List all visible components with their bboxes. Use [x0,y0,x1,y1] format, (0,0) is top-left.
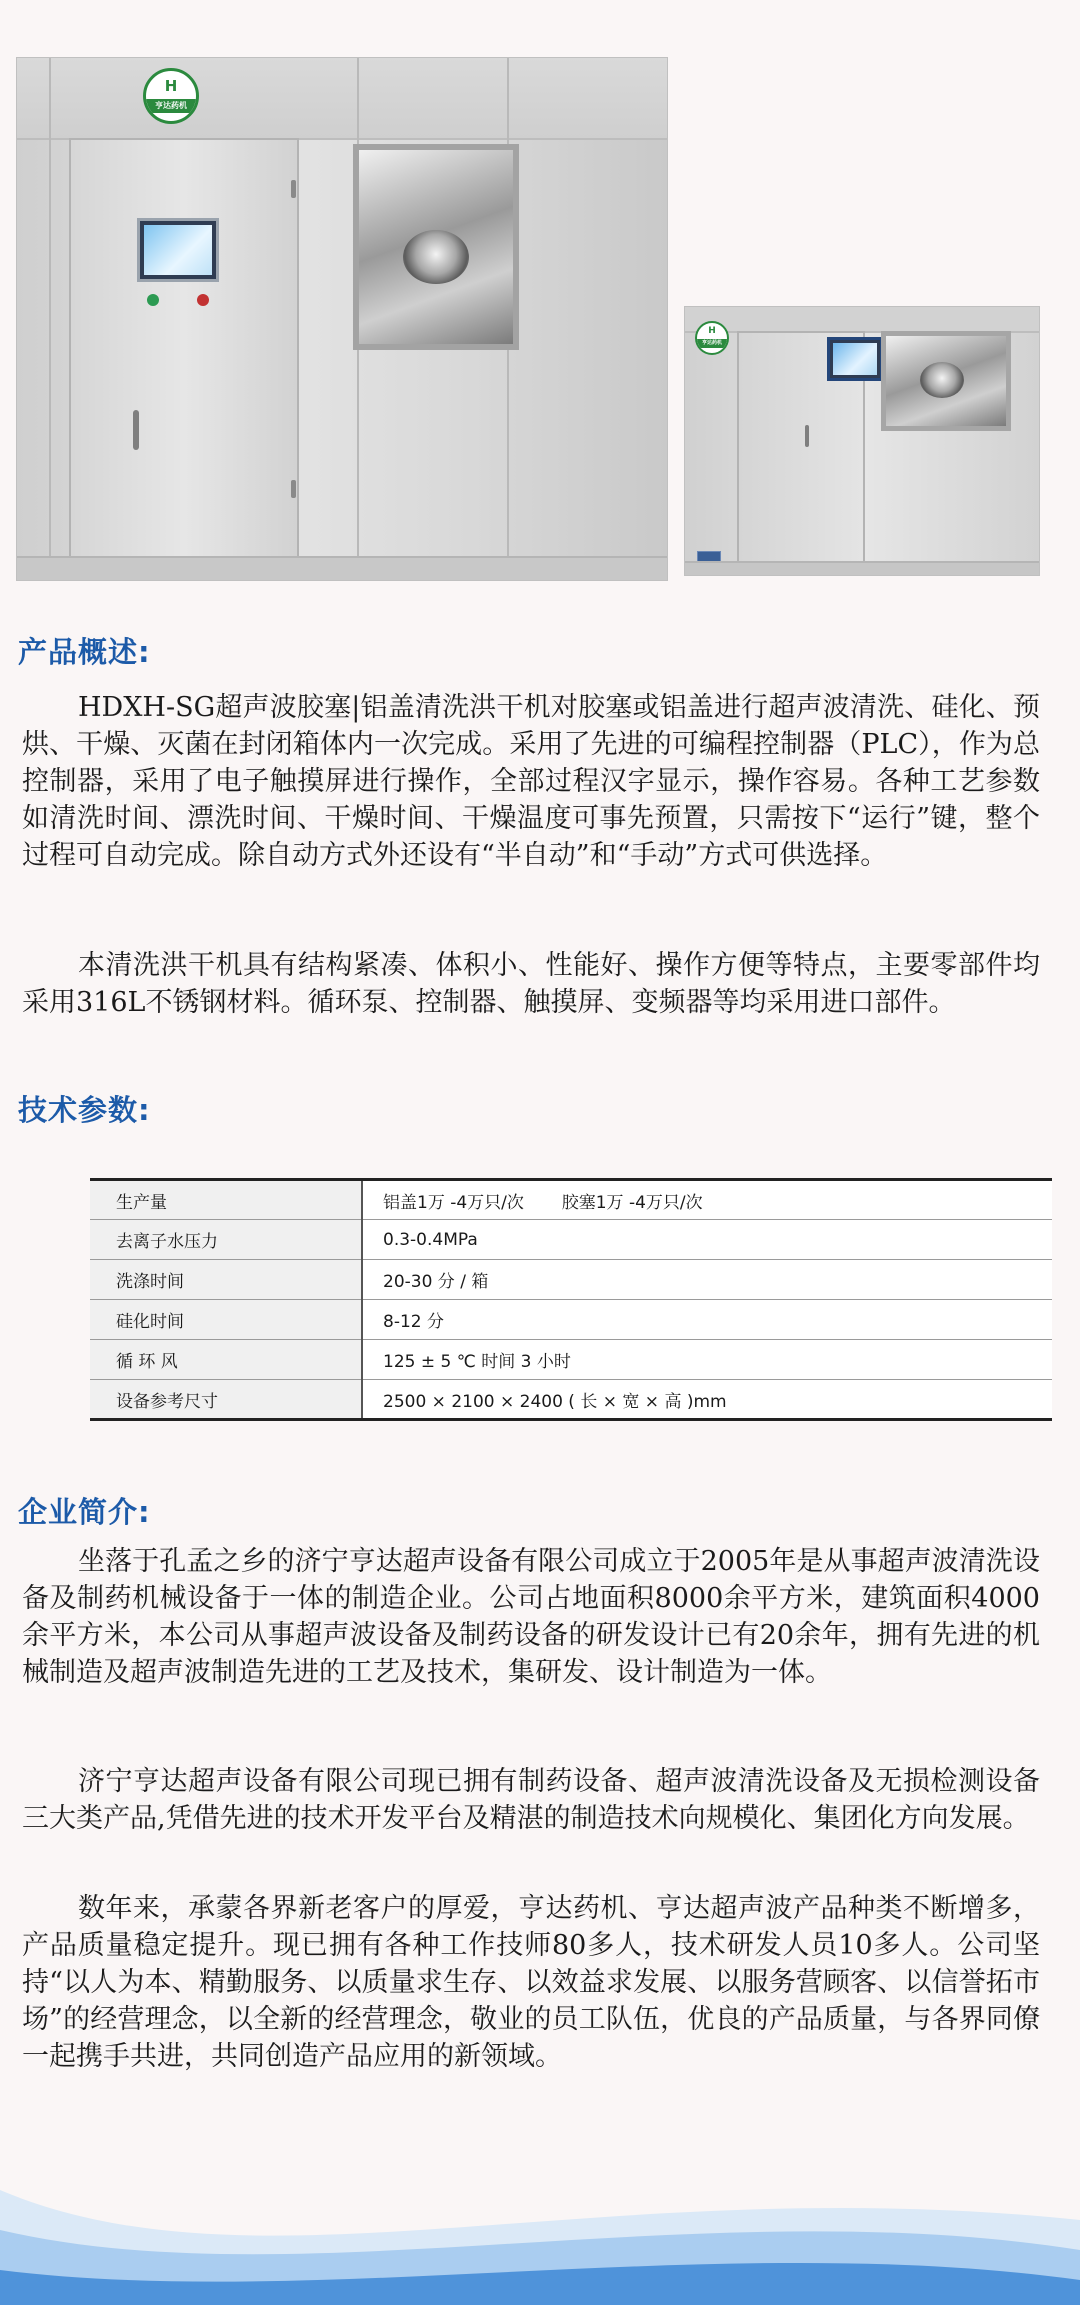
table-row [90,1260,1052,1300]
start-button-icon [147,294,159,306]
machine-top-band [17,58,667,140]
spec-key: 生产量 [90,1180,362,1220]
hinge-icon [291,180,296,198]
spec-key: 去离子水压力 [90,1220,362,1260]
machine-door [69,138,299,558]
spec-key: 循 环 风 [90,1340,362,1380]
drum-icon [403,230,469,284]
spec-key: 硅化时间 [90,1300,362,1340]
stop-button-icon [197,294,209,306]
overview-heading: 产品概述: [18,635,151,669]
spec-value: 铝盖1万 -4万只/次 胶塞1万 -4万只/次 [362,1180,1052,1220]
table-row [90,1380,1052,1420]
company-paragraph: 济宁亨达超声设备有限公司现已拥有制药设备、超声波清洗设备及无损检测设备三大类产品,凭借先进的技术开发平台及精湛的制造技术向规模化、集团化方向发展。 [22,1766,1040,1834]
machine-top-band [685,307,1039,333]
table-row [90,1340,1052,1380]
overview-paragraph: 本清洗洪干机具有结构紧凑、体积小、性能好、操作方便等特点，主要零部件均采用316L不锈钢材料。循环泵、控制器、触摸屏、变频器等均采用进口部件。 [22,950,1040,1018]
spec-value: 20-30 分 / 箱 [362,1260,1052,1300]
spec-value: 8-12 分 [362,1300,1052,1340]
spec-table [90,1178,1052,1421]
product-photo-small [684,306,1040,576]
product-photo-large [16,57,668,581]
hinge-icon [291,480,296,498]
spec-key: 设备参考尺寸 [90,1380,362,1420]
table-row [90,1180,1052,1220]
spec-key: 洗涤时间 [90,1260,362,1300]
spec-value: 2500 × 2100 × 2400 ( 长 × 宽 × 高 )mm [362,1380,1052,1420]
touch-screen [827,337,883,381]
spec-value: 0.3-0.4MPa [362,1220,1052,1260]
door-handle [805,425,809,447]
spec-value: 125 ± 5 ℃ 时间 3 小时 [362,1340,1052,1380]
table-row [90,1300,1052,1340]
decorative-wave [0,2150,1080,2305]
overview-paragraph: HDXH-SG超声波胶塞|铝盖清洗洪干机对胶塞或铝盖进行超声波清洗、硅化、预烘、干燥、灭菌在封闭箱体内一次完成。采用了先进的可编程控制器（PLC），作为总控制器，采用了电子触摸屏进行操作，全部过程汉字显示，操作容易。各种工艺参数如清洗时间、漂洗时间、干燥时间、干燥温度可事先预置，只需按下“运行”键，整个过程可自动完成。除自动方式外还设有“半自动”和“手动”方式可供选择。 [22,692,1040,871]
viewing-window [353,144,519,350]
company-heading: 企业简介: [18,1495,151,1529]
drum-icon [920,362,964,398]
viewing-window [881,331,1011,431]
panel-seam [49,58,51,580]
machine-base [17,556,667,580]
company-paragraph: 坐落于孔孟之乡的济宁亨达超声设备有限公司成立于2005年是从事超声波清洗设备及制药机械设备于一体的制造企业。公司占地面积8000余平方米，建筑面积4000余平方米，本公司从事超声波设备及制药设备的研发设计已有20余年，拥有先进的机械制造及超声波制造先进的工艺及技术，集研发、设计制造为一体。 [22,1546,1040,1688]
door-handle [133,410,139,450]
table-row [90,1220,1052,1260]
company-logo: H 亨达药机 [143,68,199,124]
company-logo: H 亨达药机 [695,321,729,355]
touch-screen [137,218,219,282]
specs-heading: 技术参数: [18,1093,151,1127]
company-paragraph: 数年来，承蒙各界新老客户的厚爱，亨达药机、亨达超声波产品种类不断增多，产品质量稳定提升。现已拥有各种工作技师80多人，技术研发人员10多人。公司坚持“以人为本、精勤服务、以质量求生存、以效益求发展、以服务营顾客、以信誉拓市场”的经营理念，以全新的经营理念，敬业的员工队伍，优良的产品质量，与各界同僚一起携手共进，共同创造产品应用的新领域。 [22,1893,1040,2072]
machine-base [685,561,1039,575]
